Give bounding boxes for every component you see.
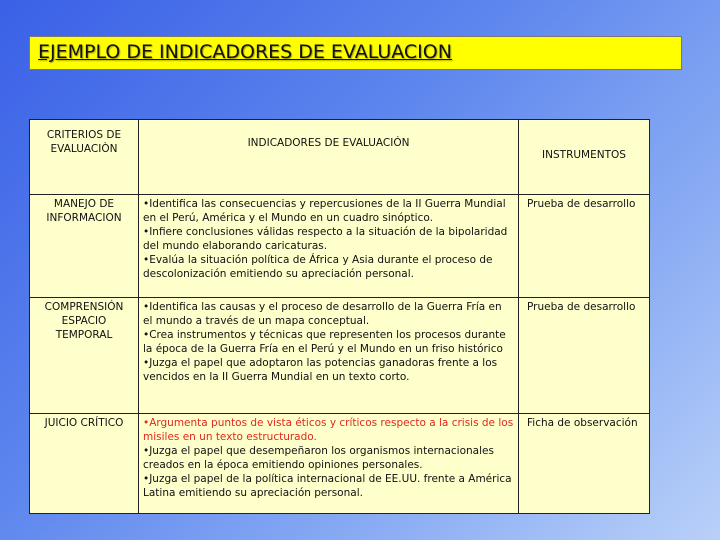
indicator-item: •Juzga el papel de la política internacional de EE.UU. frente a América Latina emitiendo su apreciación personal. (143, 473, 512, 499)
indicator-item-highlighted: •Argumenta puntos de vista éticos y críticos respecto a la crisis de los misiles en un texto estructurado. (143, 417, 514, 443)
title-banner (29, 36, 682, 70)
instrumento-cell: Ficha de observación (519, 414, 650, 514)
indicator-item: •Juzga el papel que adoptaron las potencias ganadoras frente a los vencidos en la II Guerra Mundial en un texto corto. (143, 357, 498, 383)
indicator-item: •Juzga el papel que desempeñaron los organismos internacionales creados en la época emitiendo opiniones personales. (143, 445, 494, 471)
instrumento-cell: Prueba de desarrollo (519, 298, 650, 414)
indicator-item: •Identifica las consecuencias y repercusiones de la II Guerra Mundial en el Perú, América y el Mundo en un cuadro sinóptico. (143, 198, 506, 224)
table-row (30, 298, 650, 414)
indicadores-cell (139, 298, 519, 414)
instrumento-cell: Prueba de desarrollo (519, 195, 650, 298)
header-row (30, 120, 650, 195)
page-title: EJEMPLO DE INDICADORES DE EVALUACION (38, 41, 452, 63)
indicator-item: •Crea instrumentos y técnicas que representen los procesos durante la época de la Guerra Fría en el Perú y el Mundo en un friso histórico (143, 329, 506, 355)
indicator-item: •Infiere conclusiones válidas respecto a la situación de la bipolaridad del mundo elaborando caricaturas. (143, 226, 508, 252)
header-criterios: CRITERIOS DE EVALUACIÒN (30, 120, 139, 195)
criterio-cell: COMPRENSIÓN ESPACIO TEMPORAL (30, 298, 139, 414)
table-row (30, 414, 650, 514)
header-instrumentos: INSTRUMENTOS (519, 120, 650, 195)
evaluation-table (29, 119, 650, 514)
criterio-cell: JUICIO CRÍTICO (30, 414, 139, 514)
indicadores-cell (139, 195, 519, 298)
indicator-item: •Identifica las causas y el proceso de desarrollo de la Guerra Fría en el mundo a través de un mapa conceptual. (143, 301, 502, 327)
indicadores-cell (139, 414, 519, 514)
table-row (30, 195, 650, 298)
header-indicadores: INDICADORES DE EVALUACIÓN (139, 120, 519, 195)
criterio-cell: MANEJO DE INFORMACION (30, 195, 139, 298)
indicator-item: •Evalúa la situación política de África y Asia durante el proceso de descolonización emitiendo su apreciación personal. (143, 254, 493, 280)
